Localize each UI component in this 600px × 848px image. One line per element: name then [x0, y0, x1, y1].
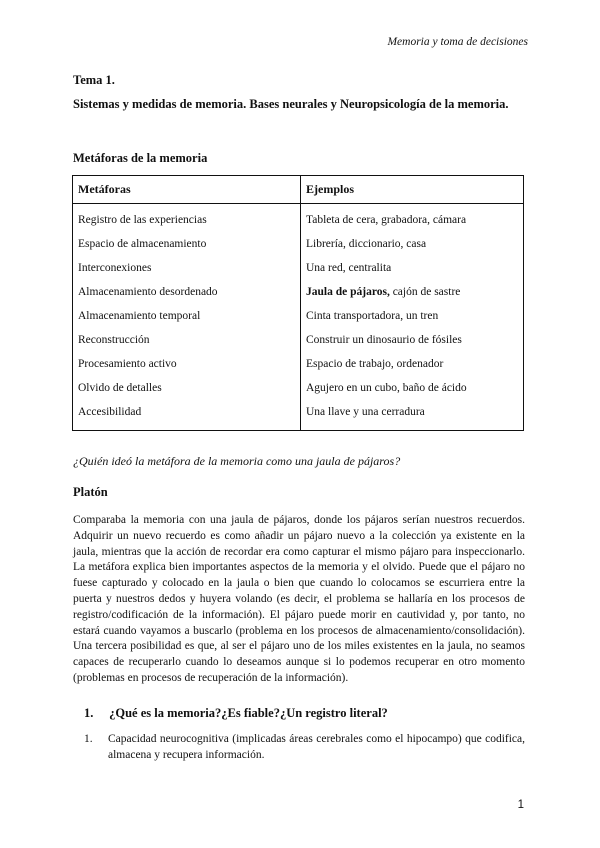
- body-paragraph: Comparaba la memoria con una jaula de pájaros, donde los pájaros serían nuestros recuerdos. Adquirir un nuevo recuerdo es como añadir un pájaro nuevo a la colección ya existente en la jaula, mientras que la acción de recordar era como capturar el mismo pájaro para inspeccionarlo. La metáfora explica bien importantes aspectos de la memoria y el olvido. Puede que el pájaro no fuese capturado y colocado en la jaula o bien que cuando lo colocamos se escurriera entre la puerta y nuestros dedos y huyera volando (es decir, el problema se hallaría en los procesos de registro/codificación de la información). El pájaro puede morir en cautividad y, por tanto, no estará cuando vayamos a buscarlo (problema en los procesos de almacenamiento/consolidación). Una tercera posibilidad es que, al ser el pájaro uno de los miles existentes en la jaula, no seamos capaces de recuperarlo cuando lo deseamos aunque si lo podemos recuperar en otro momento (problemas en procesos de recuperación de la información).: [73, 514, 525, 684]
- metaphor-cell: Interconexiones: [73, 256, 301, 280]
- column-header-metaforas: Metáforas: [73, 176, 301, 204]
- topic-number: Tema 1.: [73, 73, 115, 87]
- table-row: [73, 280, 524, 304]
- table-row: [73, 304, 524, 328]
- example-text: Una llave y una cerradura: [306, 406, 425, 418]
- example-cell: [301, 304, 524, 328]
- metaphor-cell: Procesamiento activo: [73, 352, 301, 376]
- metaphor-cell: Almacenamiento temporal: [73, 304, 301, 328]
- example-text: Tableta de cera, grabadora, cámara: [306, 214, 467, 226]
- section-heading: [84, 706, 388, 721]
- section-number: 1.: [84, 706, 94, 720]
- example-text: Librería, diccionario, casa: [306, 238, 427, 250]
- table-row: [73, 352, 524, 376]
- metaphors-heading: Metáforas de la memoria: [73, 151, 208, 165]
- example-cell: [301, 280, 524, 304]
- metaphors-table: [72, 175, 524, 431]
- metaphor-cell: Registro de las experiencias: [73, 204, 301, 233]
- example-cell: [301, 256, 524, 280]
- table-row: [73, 376, 524, 400]
- list-item: [84, 732, 525, 764]
- answer: Platón: [73, 485, 108, 499]
- example-cell: [301, 232, 524, 256]
- example-cell: [301, 376, 524, 400]
- metaphor-cell: Reconstrucción: [73, 328, 301, 352]
- table-row: [73, 400, 524, 431]
- example-text: cajón de sastre: [389, 286, 461, 298]
- table-row: [73, 256, 524, 280]
- list-item-text: Capacidad neurocognitiva (implicadas áreas cerebrales como el hipocampo) que codifica, almacena y recupera información.: [108, 733, 525, 761]
- metaphor-cell: Olvido de detalles: [73, 376, 301, 400]
- example-cell: [301, 400, 524, 431]
- example-text: Espacio de trabajo, ordenador: [306, 358, 444, 370]
- example-text: Construir un dinosaurio de fósiles: [306, 334, 462, 346]
- table-row: [73, 204, 524, 233]
- example-cell: [301, 204, 524, 233]
- table-row: [73, 328, 524, 352]
- metaphor-cell: Almacenamiento desordenado: [73, 280, 301, 304]
- example-text: Agujero en un cubo, baño de ácido: [306, 382, 467, 394]
- question: ¿Quién ideó la metáfora de la memoria como una jaula de pájaros?: [73, 454, 401, 468]
- example-text: Una red, centralita: [306, 262, 392, 274]
- example-cell: [301, 328, 524, 352]
- topic-title: Sistemas y medidas de memoria. Bases neurales y Neuropsicología de la memoria.: [73, 97, 509, 111]
- page-number: 1: [517, 799, 524, 811]
- list-item-number: 1.: [84, 733, 93, 745]
- table-header-row: [73, 176, 524, 204]
- section-title: ¿Qué es la memoria?¿Es fiable?¿Un registro literal?: [109, 706, 388, 720]
- metaphor-cell: Accesibilidad: [73, 400, 301, 431]
- column-header-ejemplos: Ejemplos: [301, 176, 524, 204]
- running-header: Memoria y toma de decisiones: [387, 36, 528, 48]
- metaphor-cell: Espacio de almacenamiento: [73, 232, 301, 256]
- example-cell: [301, 352, 524, 376]
- example-text: Cinta transportadora, un tren: [306, 310, 439, 322]
- example-bold-text: Jaula de pájaros,: [306, 286, 390, 298]
- table-row: [73, 232, 524, 256]
